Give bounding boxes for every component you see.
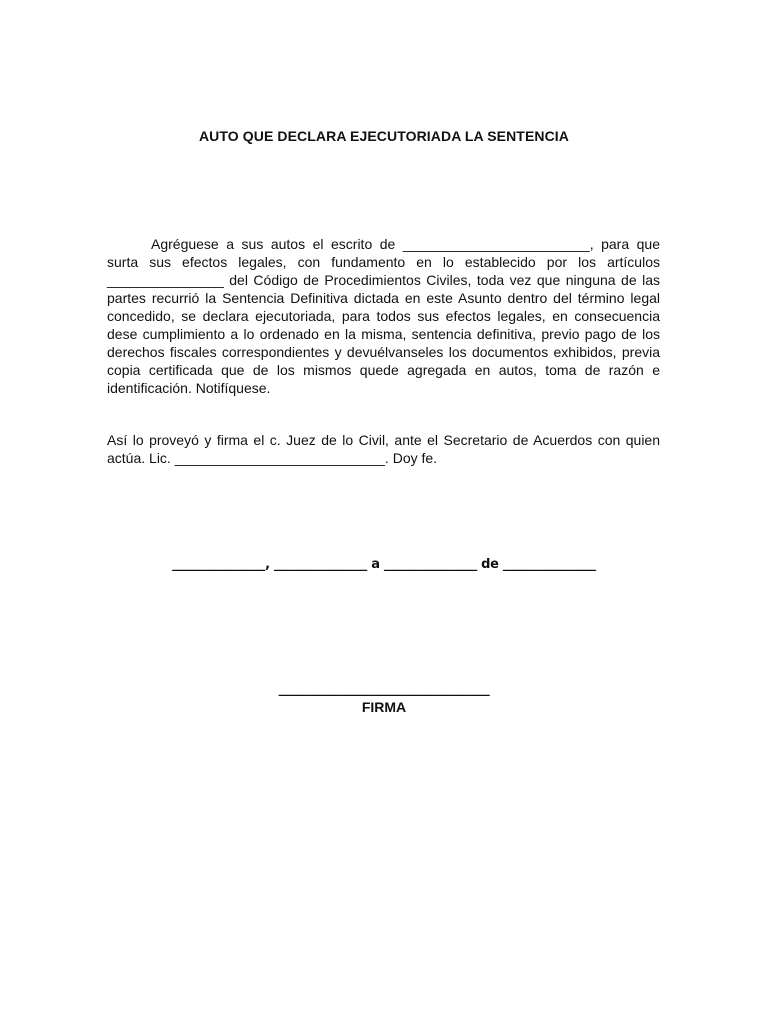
signature-label: FIRMA: [361, 699, 407, 715]
place-date-blank-line: _______________, _______________ a _______________ de _______________: [172, 557, 596, 572]
body-paragraph-1: Agréguese a sus autos el escrito de ________________________, para que surta sus efectos legales, con fundamento en lo establecido por los artículos _______________ del Código de Procedimientos Civiles, toda vez que ninguna de las partes recurrió la Sentencia Definitiva dictada en este Asunto dentro del término legal concedido, se declara ejecutoriada, para todos sus efectos legales, en consecuencia dese cumplimiento a lo ordenado en la misma, sentencia definitiva, previo pago de los derechos fiscales correspondientes y devuélvanseles los documentos exhibidos, previa copia certificada que de los mismos quede agregada en autos, toma de razón e identificación. Notifíquese.: [107, 236, 660, 396]
document-title: AUTO QUE DECLARA EJECUTORIADA LA SENTENCIA: [198, 128, 570, 144]
body-paragraph-2: Así lo proveyó y firma el c. Juez de lo Civil, ante el Secretario de Acuerdos con quien actúa. Lic. ___________________________. Doy fe.: [107, 432, 660, 466]
signature-blank-line: __________________________________: [278, 682, 490, 697]
